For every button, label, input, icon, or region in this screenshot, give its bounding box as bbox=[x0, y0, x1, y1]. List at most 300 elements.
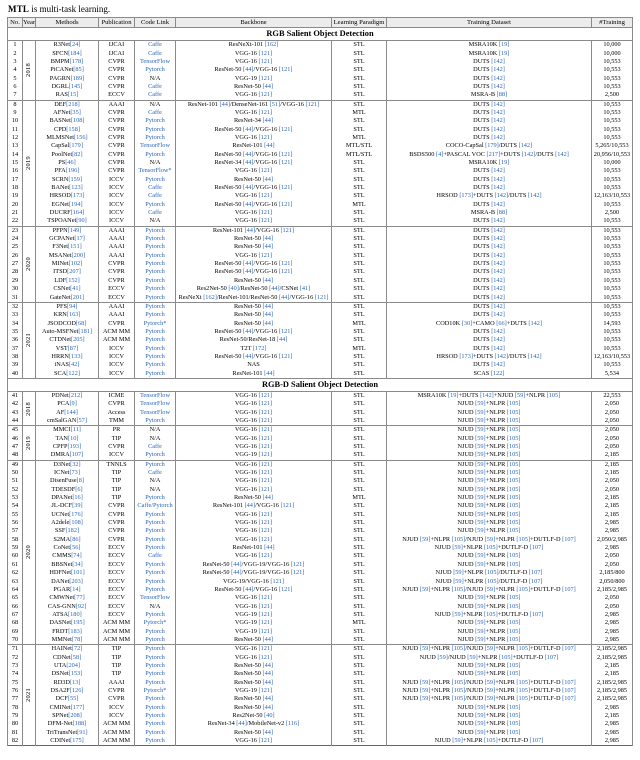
code-link[interactable] bbox=[135, 511, 176, 519]
citation-link[interactable]: [14] bbox=[70, 585, 81, 593]
citation-link[interactable]: [59] bbox=[475, 485, 486, 493]
citation-link[interactable]: [105] bbox=[451, 645, 466, 653]
citation-link[interactable]: [121] bbox=[258, 535, 273, 543]
code-link-text[interactable]: Pytorch bbox=[145, 635, 165, 643]
code-link-text[interactable]: Pytorch bbox=[145, 235, 165, 243]
citation-link[interactable]: [156] bbox=[74, 133, 88, 141]
citation-link[interactable]: [44] bbox=[262, 302, 273, 310]
citation-link[interactable]: [173] bbox=[70, 192, 85, 200]
citation-link[interactable]: [142] bbox=[491, 285, 505, 293]
citation-link[interactable]: [121] bbox=[258, 469, 273, 477]
citation-link[interactable]: [177] bbox=[70, 703, 85, 711]
code-link[interactable] bbox=[135, 636, 176, 645]
citation-link[interactable]: [13] bbox=[69, 678, 81, 686]
code-link[interactable] bbox=[135, 469, 176, 477]
citation-link[interactable]: [121] bbox=[258, 49, 273, 57]
citation-link[interactable]: [196] bbox=[65, 167, 80, 175]
code-link[interactable] bbox=[135, 320, 176, 328]
citation-link[interactable]: [59] bbox=[475, 594, 486, 602]
code-link[interactable] bbox=[135, 712, 176, 720]
citation-link[interactable]: [57] bbox=[76, 416, 87, 424]
citation-link[interactable]: [51] bbox=[269, 100, 281, 108]
citation-link[interactable]: [59] bbox=[475, 560, 486, 568]
code-link[interactable] bbox=[135, 370, 176, 379]
citation-link[interactable]: [121] bbox=[258, 552, 273, 560]
code-link-text[interactable]: Caffe bbox=[148, 91, 162, 99]
citation-link[interactable]: [59] bbox=[475, 619, 486, 627]
citation-link[interactable]: [172] bbox=[252, 344, 267, 352]
code-link[interactable] bbox=[135, 260, 176, 268]
citation-link[interactable]: [107] bbox=[528, 577, 543, 585]
code-link[interactable] bbox=[135, 628, 176, 636]
code-link-text[interactable]: Pytorch bbox=[145, 678, 165, 686]
citation-link[interactable]: [59] bbox=[475, 494, 486, 502]
citation-link[interactable]: [44] bbox=[243, 352, 254, 360]
citation-link[interactable]: [121] bbox=[258, 133, 273, 141]
citation-link[interactable]: [19] bbox=[498, 41, 510, 49]
citation-link[interactable]: [88] bbox=[496, 209, 508, 217]
citation-link[interactable]: [108] bbox=[70, 117, 85, 125]
citation-link[interactable]: [105] bbox=[506, 519, 521, 527]
citation-link[interactable]: [105] bbox=[484, 577, 499, 585]
code-link-text[interactable]: Pytorch bbox=[145, 311, 165, 319]
citation-link[interactable]: [44] bbox=[262, 635, 273, 643]
citation-link[interactable]: [59] bbox=[475, 728, 486, 736]
citation-link[interactable]: [105] bbox=[506, 408, 521, 416]
citation-link[interactable]: [195] bbox=[71, 619, 85, 627]
citation-link[interactable]: [44] bbox=[262, 276, 273, 284]
code-link-text[interactable]: Caffe bbox=[148, 209, 162, 217]
citation-link[interactable]: [59] bbox=[475, 627, 486, 635]
code-link[interactable] bbox=[135, 578, 176, 586]
code-link-text[interactable]: Pytorch bbox=[145, 645, 165, 653]
citation-link[interactable]: [173] bbox=[459, 352, 473, 360]
citation-link[interactable]: [105] bbox=[484, 569, 499, 577]
citation-link[interactable]: [59] bbox=[453, 569, 464, 577]
citation-link[interactable]: [121] bbox=[258, 485, 273, 493]
code-link-text[interactable]: Pytorch bbox=[145, 728, 165, 736]
citation-link[interactable]: [11] bbox=[70, 426, 81, 434]
code-link-text[interactable]: Pytorch bbox=[145, 510, 165, 518]
citation-link[interactable]: [6] bbox=[75, 485, 83, 493]
citation-link[interactable]: [44] bbox=[262, 82, 273, 90]
citation-link[interactable]: [105] bbox=[506, 502, 521, 510]
citation-link[interactable]: [105] bbox=[506, 703, 521, 711]
code-link-text[interactable]: Pytorch bbox=[145, 577, 165, 585]
citation-link[interactable]: [59] bbox=[475, 451, 486, 459]
citation-link[interactable]: [44] bbox=[264, 369, 275, 377]
citation-link[interactable]: [116] bbox=[285, 720, 300, 728]
code-link[interactable] bbox=[135, 226, 176, 235]
citation-link[interactable]: [121] bbox=[270, 577, 285, 585]
code-link[interactable] bbox=[135, 679, 176, 687]
citation-link[interactable]: [142] bbox=[491, 117, 505, 125]
citation-link[interactable]: [107] bbox=[544, 653, 559, 661]
code-link[interactable] bbox=[135, 544, 176, 552]
citation-link[interactable]: [19] bbox=[498, 49, 510, 57]
code-link[interactable] bbox=[135, 720, 176, 728]
citation-link[interactable]: [175] bbox=[70, 737, 84, 745]
citation-link[interactable]: [59] bbox=[467, 653, 478, 661]
citation-link[interactable]: [105] bbox=[506, 560, 521, 568]
citation-link[interactable]: [105] bbox=[506, 451, 521, 459]
citation-link[interactable]: [9] bbox=[69, 400, 77, 408]
citation-link[interactable]: [123] bbox=[69, 184, 83, 192]
citation-link[interactable]: [142] bbox=[491, 276, 505, 284]
citation-link[interactable]: [142] bbox=[491, 74, 505, 82]
citation-link[interactable]: [121] bbox=[258, 74, 273, 82]
citation-link[interactable]: [151] bbox=[68, 243, 82, 251]
citation-link[interactable]: [32] bbox=[70, 460, 81, 468]
code-link-text[interactable]: Pytorch bbox=[145, 361, 165, 369]
code-link[interactable] bbox=[135, 662, 176, 670]
code-link-text[interactable]: Pytorch bbox=[145, 451, 165, 459]
citation-link[interactable]: [121] bbox=[258, 619, 273, 627]
citation-link[interactable]: [121] bbox=[258, 519, 273, 527]
code-link-text[interactable]: Pytorch* bbox=[143, 619, 167, 627]
citation-link[interactable]: [121] bbox=[258, 451, 273, 459]
citation-link[interactable]: [44] bbox=[219, 100, 230, 108]
citation-link[interactable]: [162] bbox=[264, 41, 279, 49]
citation-link[interactable]: [142] bbox=[555, 150, 569, 158]
code-link[interactable] bbox=[135, 50, 176, 58]
citation-link[interactable]: [105] bbox=[506, 494, 521, 502]
citation-link[interactable]: [176] bbox=[69, 510, 83, 518]
code-link-text[interactable]: Pytorch bbox=[145, 416, 165, 424]
code-link[interactable] bbox=[135, 443, 176, 451]
citation-link[interactable]: [59] bbox=[419, 686, 431, 694]
code-link[interactable] bbox=[135, 126, 176, 134]
citation-link[interactable]: [149] bbox=[67, 226, 82, 234]
citation-link[interactable]: [91] bbox=[77, 728, 88, 736]
citation-link[interactable]: [142] bbox=[491, 167, 505, 175]
citation-link[interactable]: [44] bbox=[262, 319, 273, 327]
code-link[interactable] bbox=[135, 361, 176, 369]
citation-link[interactable]: [59] bbox=[475, 502, 486, 510]
code-link-text[interactable]: Pytorch bbox=[145, 226, 165, 234]
citation-link[interactable]: [59] bbox=[475, 416, 486, 424]
citation-link[interactable]: [121] bbox=[258, 477, 273, 485]
citation-link[interactable]: [59] bbox=[452, 737, 463, 745]
citation-link[interactable]: [121] bbox=[258, 737, 273, 745]
citation-link[interactable]: [121] bbox=[278, 327, 293, 335]
citation-link[interactable]: [152] bbox=[66, 276, 80, 284]
citation-link[interactable]: [121] bbox=[305, 100, 320, 108]
citation-link[interactable]: [105] bbox=[484, 737, 498, 745]
citation-link[interactable]: [105] bbox=[546, 391, 561, 399]
citation-link[interactable]: [59] bbox=[484, 686, 496, 694]
code-link-text[interactable]: TensorFlow bbox=[140, 408, 170, 416]
citation-link[interactable]: [107] bbox=[529, 544, 544, 552]
code-link-text[interactable]: Caffe bbox=[148, 41, 162, 49]
citation-link[interactable]: [44] bbox=[262, 494, 273, 502]
citation-link[interactable]: [121] bbox=[258, 108, 273, 116]
citation-link[interactable]: [142] bbox=[491, 184, 505, 192]
citation-link[interactable]: [121] bbox=[278, 268, 293, 276]
citation-link[interactable]: [121] bbox=[290, 569, 305, 577]
citation-link[interactable]: [24] bbox=[69, 41, 81, 49]
code-link-text[interactable]: Pytorch bbox=[145, 336, 165, 344]
citation-link[interactable]: [188] bbox=[72, 720, 87, 728]
code-link[interactable] bbox=[135, 243, 176, 251]
citation-link[interactable]: [145] bbox=[68, 82, 83, 90]
code-link[interactable] bbox=[135, 83, 176, 91]
code-link[interactable] bbox=[135, 654, 176, 662]
code-link[interactable] bbox=[135, 311, 176, 319]
citation-link[interactable]: [59] bbox=[475, 670, 486, 678]
citation-link[interactable]: [107] bbox=[562, 535, 576, 543]
citation-link[interactable]: [59] bbox=[419, 695, 431, 703]
citation-link[interactable]: [121] bbox=[258, 510, 273, 518]
code-link[interactable] bbox=[135, 611, 176, 619]
citation-link[interactable]: [59] bbox=[452, 610, 463, 618]
code-link[interactable] bbox=[135, 619, 176, 627]
citation-link[interactable]: [142] bbox=[527, 352, 542, 360]
code-link-text[interactable]: Pytorch bbox=[145, 117, 165, 125]
code-link-text[interactable]: TensorFlow bbox=[140, 57, 170, 65]
citation-link[interactable]: [44] bbox=[262, 695, 273, 703]
code-link[interactable] bbox=[135, 353, 176, 361]
code-link[interactable] bbox=[135, 201, 176, 209]
citation-link[interactable]: [142] bbox=[521, 150, 536, 158]
citation-link[interactable]: [121] bbox=[258, 645, 273, 653]
citation-link[interactable]: [142] bbox=[494, 192, 509, 200]
code-link-text[interactable]: TensorFlow bbox=[140, 400, 170, 408]
citation-link[interactable]: [142] bbox=[491, 175, 505, 183]
citation-link[interactable]: [153] bbox=[68, 670, 83, 678]
citation-link[interactable]: [44] bbox=[243, 327, 254, 335]
citation-link[interactable]: [42] bbox=[68, 361, 80, 369]
citation-link[interactable]: [121] bbox=[258, 602, 273, 610]
citation-link[interactable]: [105] bbox=[484, 610, 498, 618]
citation-link[interactable]: [107] bbox=[528, 569, 543, 577]
code-link-text[interactable]: Pytorch bbox=[145, 66, 165, 74]
code-link[interactable] bbox=[135, 167, 176, 175]
citation-link[interactable]: [105] bbox=[506, 712, 521, 720]
code-link[interactable] bbox=[135, 328, 176, 336]
code-link-text[interactable]: Pytorch bbox=[145, 285, 165, 293]
code-link-text[interactable]: Caffe bbox=[148, 49, 162, 57]
citation-link[interactable]: [121] bbox=[258, 460, 273, 468]
code-link-text[interactable]: Pytorch bbox=[145, 712, 165, 720]
citation-link[interactable]: [86] bbox=[70, 535, 81, 543]
citation-link[interactable]: [16] bbox=[72, 494, 83, 502]
citation-link[interactable]: [44] bbox=[243, 260, 254, 268]
citation-link[interactable]: [122] bbox=[490, 369, 505, 377]
citation-link[interactable]: [39] bbox=[72, 502, 83, 510]
code-link[interactable] bbox=[135, 695, 176, 703]
citation-link[interactable]: [142] bbox=[491, 100, 505, 108]
citation-link[interactable]: [163] bbox=[66, 311, 81, 319]
citation-link[interactable]: [59] bbox=[475, 443, 486, 451]
code-link[interactable] bbox=[135, 117, 176, 125]
citation-link[interactable]: [44] bbox=[276, 336, 288, 344]
citation-link[interactable]: [194] bbox=[68, 200, 83, 208]
code-link[interactable] bbox=[135, 151, 176, 159]
code-link[interactable] bbox=[135, 66, 176, 74]
citation-link[interactable]: [56] bbox=[69, 544, 81, 552]
citation-link[interactable]: [121] bbox=[278, 200, 293, 208]
citation-link[interactable]: [105] bbox=[506, 527, 521, 535]
citation-link[interactable]: [44] bbox=[243, 125, 254, 133]
citation-link[interactable]: [88] bbox=[496, 91, 508, 99]
code-link[interactable] bbox=[135, 400, 176, 408]
citation-link[interactable]: [142] bbox=[527, 192, 542, 200]
citation-link[interactable]: [105] bbox=[516, 678, 531, 686]
citation-link[interactable]: [44] bbox=[243, 159, 254, 167]
citation-link[interactable]: [44] bbox=[244, 226, 256, 234]
citation-link[interactable]: [44] bbox=[262, 243, 273, 251]
code-link[interactable] bbox=[135, 645, 176, 654]
citation-link[interactable]: [121] bbox=[258, 527, 273, 535]
code-link[interactable] bbox=[135, 552, 176, 560]
code-link-text[interactable]: Pytorch bbox=[145, 519, 165, 527]
code-link-text[interactable]: TensorFlow bbox=[140, 594, 170, 602]
citation-link[interactable]: [105] bbox=[484, 544, 498, 552]
code-link[interactable] bbox=[135, 527, 176, 535]
citation-link[interactable]: [59] bbox=[475, 426, 486, 434]
citation-link[interactable]: [105] bbox=[516, 695, 531, 703]
citation-link[interactable]: [59] bbox=[514, 391, 526, 399]
code-link-text[interactable]: Pytorch bbox=[145, 302, 165, 310]
code-link[interactable] bbox=[135, 729, 176, 737]
citation-link[interactable]: [126] bbox=[69, 686, 84, 694]
citation-link[interactable]: [142] bbox=[491, 260, 505, 268]
citation-link[interactable]: [121] bbox=[314, 293, 329, 301]
citation-link[interactable]: [105] bbox=[506, 661, 521, 669]
code-link-text[interactable]: Pytorch bbox=[145, 293, 165, 301]
citation-link[interactable]: [74] bbox=[71, 552, 82, 560]
citation-link[interactable]: [44] bbox=[243, 200, 254, 208]
citation-link[interactable]: [105] bbox=[516, 686, 531, 694]
citation-link[interactable]: [59] bbox=[475, 519, 486, 527]
code-link-text[interactable]: Pytorch bbox=[145, 569, 165, 577]
citation-link[interactable]: [105] bbox=[506, 434, 521, 442]
citation-link[interactable]: [105] bbox=[506, 426, 521, 434]
citation-link[interactable]: [59] bbox=[419, 585, 431, 593]
citation-link[interactable]: [121] bbox=[278, 585, 293, 593]
citation-link[interactable]: [105] bbox=[506, 594, 521, 602]
citation-link[interactable]: [142] bbox=[491, 235, 505, 243]
citation-link[interactable]: [90] bbox=[76, 217, 87, 225]
citation-link[interactable]: [59] bbox=[475, 460, 486, 468]
code-link[interactable] bbox=[135, 277, 176, 285]
code-link-text[interactable]: Pytorch bbox=[145, 695, 165, 703]
citation-link[interactable]: [121] bbox=[258, 686, 273, 694]
citation-link[interactable]: [44] bbox=[262, 235, 273, 243]
code-link-text[interactable]: Pytorch bbox=[145, 260, 165, 268]
citation-link[interactable]: [142] bbox=[491, 108, 505, 116]
code-link[interactable] bbox=[135, 109, 176, 117]
citation-link[interactable]: [105] bbox=[506, 635, 521, 643]
code-link[interactable] bbox=[135, 494, 176, 502]
code-link-text[interactable]: Pytorch bbox=[145, 243, 165, 251]
citation-link[interactable]: [107] bbox=[562, 695, 576, 703]
citation-link[interactable]: [164] bbox=[70, 209, 85, 217]
code-link-text[interactable]: Caffe bbox=[148, 184, 162, 192]
citation-link[interactable]: [4] bbox=[435, 150, 444, 158]
citation-link[interactable]: [204] bbox=[66, 661, 81, 669]
citation-link[interactable]: [105] bbox=[506, 477, 521, 485]
citation-link[interactable]: [44] bbox=[262, 728, 273, 736]
code-link[interactable] bbox=[135, 345, 176, 353]
citation-link[interactable]: [105] bbox=[451, 695, 466, 703]
citation-link[interactable]: [142] bbox=[494, 352, 509, 360]
code-link-text[interactable]: Pytorch bbox=[145, 535, 165, 543]
code-link[interactable] bbox=[135, 209, 176, 217]
citation-link[interactable]: [142] bbox=[491, 82, 505, 90]
citation-link[interactable]: [66] bbox=[496, 319, 507, 327]
citation-link[interactable]: [59] bbox=[475, 712, 486, 720]
citation-link[interactable]: [107] bbox=[529, 610, 544, 618]
code-link-text[interactable]: Pytorch bbox=[145, 560, 165, 568]
citation-link[interactable]: [105] bbox=[506, 728, 521, 736]
code-link-text[interactable]: Pytorch bbox=[145, 327, 165, 335]
citation-link[interactable]: [44] bbox=[262, 175, 273, 183]
citation-link[interactable]: [59] bbox=[419, 535, 431, 543]
code-link-text[interactable]: Pytorch bbox=[145, 527, 165, 535]
citation-link[interactable]: [59] bbox=[475, 434, 486, 442]
citation-link[interactable]: [142] bbox=[491, 268, 505, 276]
citation-link[interactable]: [19] bbox=[498, 159, 510, 167]
citation-link[interactable]: [121] bbox=[258, 627, 273, 635]
code-link[interactable] bbox=[135, 502, 176, 510]
citation-link[interactable]: [121] bbox=[258, 400, 273, 408]
citation-link[interactable]: [121] bbox=[278, 260, 293, 268]
code-link[interactable] bbox=[135, 536, 176, 544]
citation-link[interactable]: [105] bbox=[451, 585, 466, 593]
citation-link[interactable]: [102] bbox=[68, 260, 83, 268]
citation-link[interactable]: [105] bbox=[506, 400, 521, 408]
citation-link[interactable]: [142] bbox=[480, 391, 494, 399]
citation-link[interactable]: [203] bbox=[69, 577, 83, 585]
citation-link[interactable]: [105] bbox=[451, 678, 466, 686]
citation-link[interactable]: [142] bbox=[491, 302, 505, 310]
citation-link[interactable]: [105] bbox=[498, 653, 513, 661]
citation-link[interactable]: [105] bbox=[506, 552, 521, 560]
code-link[interactable] bbox=[135, 285, 176, 293]
citation-link[interactable]: [142] bbox=[491, 311, 505, 319]
code-link[interactable] bbox=[135, 460, 176, 469]
citation-link[interactable]: [142] bbox=[491, 336, 505, 344]
citation-link[interactable]: [105] bbox=[506, 720, 521, 728]
code-link-text[interactable]: Caffe/Pytorch bbox=[137, 502, 173, 510]
code-link[interactable] bbox=[135, 409, 176, 417]
citation-link[interactable]: [59] bbox=[475, 635, 486, 643]
code-link[interactable] bbox=[135, 451, 176, 460]
citation-link[interactable]: [121] bbox=[278, 66, 293, 74]
citation-link[interactable]: [182] bbox=[65, 527, 80, 535]
citation-link[interactable]: [105] bbox=[516, 585, 531, 593]
citation-link[interactable]: [142] bbox=[491, 243, 505, 251]
citation-link[interactable]: [173] bbox=[459, 192, 473, 200]
citation-link[interactable]: [193] bbox=[67, 443, 82, 451]
citation-link[interactable]: [59] bbox=[475, 408, 486, 416]
code-link-text[interactable]: Pytorch bbox=[145, 585, 165, 593]
code-link-text[interactable]: TensorFlow* bbox=[138, 167, 172, 175]
citation-link[interactable]: [121] bbox=[278, 352, 293, 360]
code-link[interactable] bbox=[135, 252, 176, 260]
citation-link[interactable]: [105] bbox=[506, 619, 521, 627]
citation-link[interactable]: [121] bbox=[280, 502, 295, 510]
citation-link[interactable]: [217] bbox=[486, 150, 501, 158]
code-link[interactable] bbox=[135, 184, 176, 192]
citation-link[interactable]: [183] bbox=[68, 627, 82, 635]
citation-link[interactable]: [107] bbox=[562, 678, 576, 686]
code-link[interactable] bbox=[135, 391, 176, 400]
citation-link[interactable]: [94] bbox=[67, 302, 78, 310]
citation-link[interactable]: [101] bbox=[71, 569, 85, 577]
